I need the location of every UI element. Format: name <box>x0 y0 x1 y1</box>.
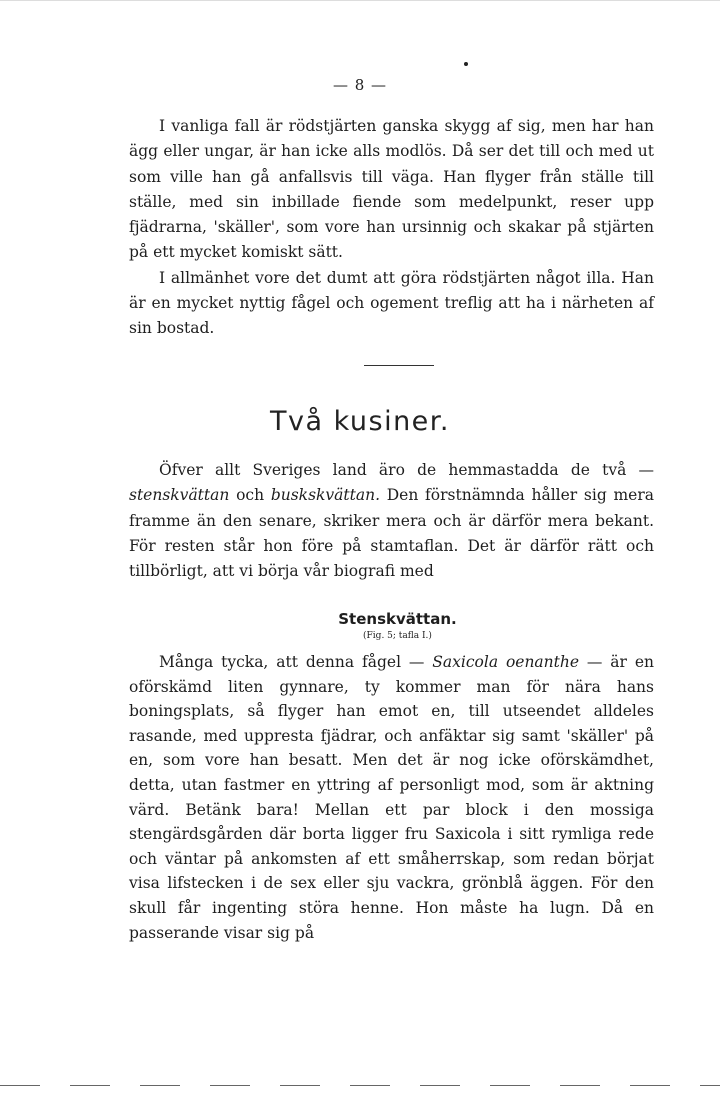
paragraph: Många tycka, att denna fågel — Saxicola oenanthe — är en oförskämd liten gynnare, ty kommer man för nära hans boningsplats, så flyger han emot en, till utseendet alldeles rasande, med uppresta fjädrar, och anfäktar sig samt 'skäller' på en, som vore han besatt. Men det är nog icke oförskämdhet, detta, utan fastmer en yttring af personligt mod, som är aktning värd. Betänk bara! Mellan ett par block i den mossiga stengärdsgården där borta ligger fru Saxicola i sitt rymliga rede och väntar på ankomsten af ett småherrskap, som redan börjat visa lifstecken i de sex eller sju vackra, grönblå äggen. För den skull får ingenting störa henne. Hon måste ha lugn. Då en passerande visar sig på <box>129 653 654 942</box>
paragraph: I vanliga fall är rödstjärten ganska skygg af sig, men har han ägg eller ungar, är han icke alls modlös. Då ser det till och med ut som ville han gå anfallsvis till väga. Han flyger från ställe till ställe, med sin inbillade fiende som medelpunkt, reser upp fjädrarna, 'skäller', som vore han ursinnig och skakar på stjärten på ett mycket komiskt sätt. <box>129 117 654 262</box>
latin-name: Saxicola oenanthe <box>432 653 580 671</box>
opening-paragraphs <box>129 114 654 342</box>
section-title: Stenskvättan. <box>338 610 457 628</box>
paragraph: I allmänhet vore det dumt att göra rödstjärten något illa. Han är en mycket nyttig fågel och ogement treflig att ha i närheten af sin bostad. <box>129 268 654 338</box>
section-divider <box>364 365 434 366</box>
paragraph: Öfver allt Sveriges land äro de hemmastadda de två — stenskvättan och buskskvättan. Den förstnämnda håller sig mera framme än den senare, skriker mera och är därför mera bekant. För resten står hon före på stamtaflan. Det är därför rätt och tillbörligt, att vi börja vår biografi med <box>129 461 654 581</box>
italic-term: stenskvättan <box>129 486 230 505</box>
section-body <box>129 650 654 945</box>
chapter-intro <box>129 458 654 584</box>
figure-reference: (Fig. 5; tafla I.) <box>363 631 432 641</box>
chapter-title: Två kusiner. <box>269 406 450 437</box>
page-top-edge <box>0 0 720 1</box>
page-number: — 8 — <box>332 76 388 94</box>
italic-term: buskskvättan. <box>270 486 381 505</box>
page-bottom-edge <box>0 1085 720 1086</box>
ink-speck <box>464 62 468 66</box>
